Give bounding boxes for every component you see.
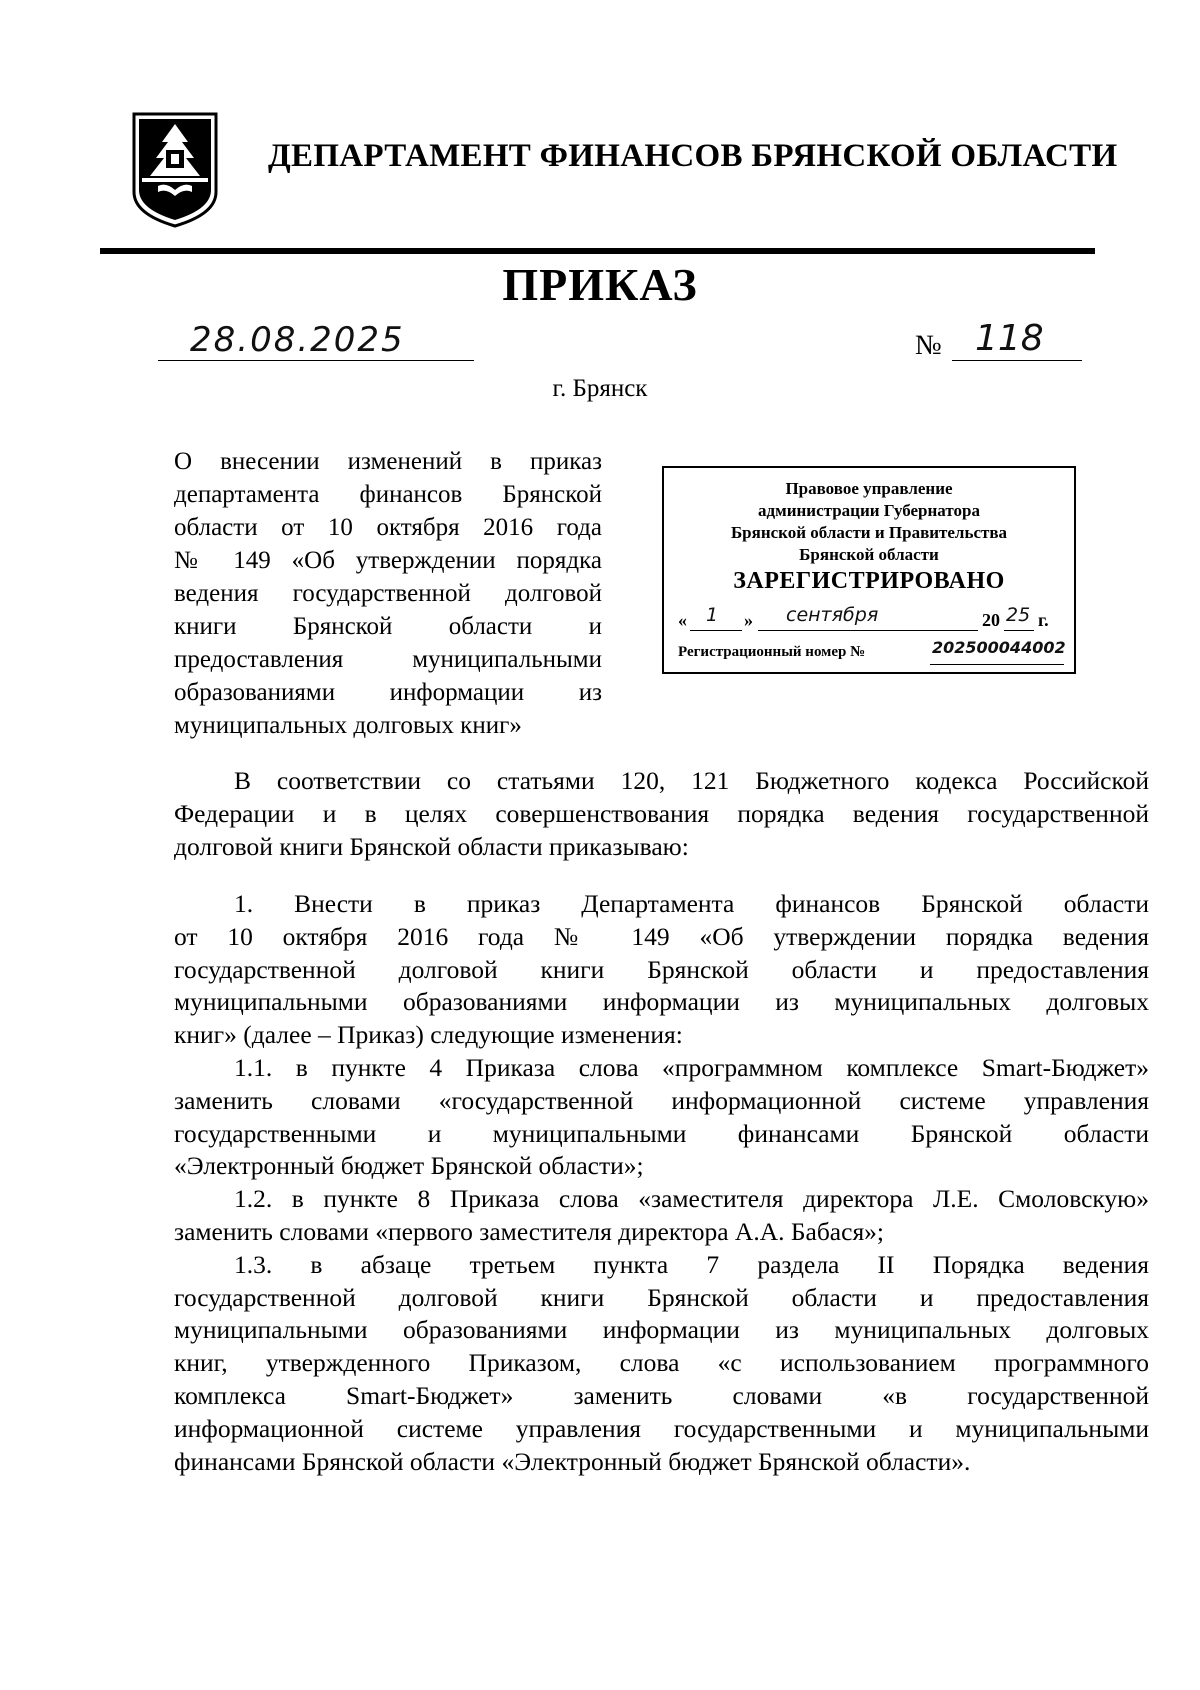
subject-line: предоставления муниципальными <box>174 646 602 673</box>
order-body <box>174 888 1149 1478</box>
coat-of-arms-icon <box>128 110 222 230</box>
body-line: финансами Брянской области «Электронный бюджет Брянской области». <box>174 1446 971 1476</box>
stamp-org-line: Брянской области и Правительства <box>730 523 1008 542</box>
city: г. Брянск <box>552 375 648 402</box>
header-rule <box>100 248 1095 254</box>
stamp-org-line: Брянской области <box>799 545 939 564</box>
subject-line: образованиями информации из <box>174 679 602 706</box>
body-line: от 10 октября 2016 года № 149 «Об утверждении порядка ведения <box>174 921 1149 951</box>
subject-line: О внесении изменений в приказ <box>174 448 602 475</box>
body-line: заменить словами «государственной информационной системе управления <box>174 1085 1149 1115</box>
stamp-reg-number: 202500044002 <box>932 638 1066 657</box>
subject-line: области от 10 октября 2016 года <box>174 514 602 541</box>
stamp-close-quote: » <box>744 610 753 630</box>
body-line: муниципальными образованиями информации из муниципальных долговых <box>174 1315 1149 1345</box>
body-line: 1. Внести в приказ Департамента финансов Брянской области <box>234 889 1149 918</box>
stamp-org-line: Правовое управление <box>785 479 953 498</box>
order-number: 118 <box>975 318 1044 359</box>
body-line: муниципальными образованиями информации из муниципальных долговых <box>174 987 1149 1017</box>
body-line: «Электронный бюджет Брянской области»; <box>174 1151 644 1181</box>
stamp-year-prefix: 20 <box>982 610 1000 630</box>
body-line: 1.3. в абзаце третьем пункта 7 раздела II Порядка ведения <box>234 1249 1149 1279</box>
preamble-line: В соответствии со статьями 120, 121 Бюджетного кодекса Российской <box>234 766 1149 795</box>
body-line: книг, утвержденного Приказом, слова «с использованием программного <box>174 1348 1149 1378</box>
body-line: заменить словами «первого заместителя директора А.А. Бабася»; <box>174 1216 885 1246</box>
order-number-label: № <box>915 330 942 361</box>
stamp-reg-label: Регистрационный номер № <box>678 644 866 660</box>
body-line: государственными и муниципальными финансами Брянской области <box>174 1118 1149 1148</box>
subject-line: книги Брянской области и <box>174 613 602 640</box>
stamp-month: сентября <box>786 604 879 626</box>
preamble <box>174 765 1149 863</box>
subject-line: № 149 «Об утверждении порядка <box>174 547 602 574</box>
stamp-year: 25 <box>1006 604 1031 626</box>
subject-line: муниципальных долговых книг» <box>174 712 522 739</box>
body-line: государственной долговой книги Брянской области и предоставления <box>174 954 1149 984</box>
body-line: государственной долговой книги Брянской области и предоставления <box>174 1282 1149 1312</box>
body-line: информационной системе управления государственными и муниципальными <box>174 1413 1149 1443</box>
order-subject <box>174 445 602 742</box>
stamp-organization <box>664 478 1074 566</box>
stamp-date-line <box>678 604 1068 634</box>
subject-line: ведения государственной долговой <box>174 580 602 607</box>
order-title: ПРИКАЗ <box>502 259 698 310</box>
stamp-day: 1 <box>706 604 719 626</box>
stamp-year-suffix: г. <box>1038 610 1049 630</box>
stamp-reg-number-line <box>678 638 1068 670</box>
registration-stamp <box>662 466 1076 674</box>
stamp-registered: ЗАРЕГИСТРИРОВАНО <box>733 568 1005 594</box>
stamp-open-quote: « <box>678 610 687 630</box>
preamble-line: долговой книги Брянской области приказываю: <box>174 831 689 861</box>
body-line: книг» (далее – Приказ) следующие изменения: <box>174 1020 683 1050</box>
body-line: 1.2. в пункте 8 Приказа слова «заместителя директора Л.Е. Смоловскую» <box>234 1184 1149 1214</box>
order-date: 28.08.2025 <box>190 320 405 360</box>
department-name: ДЕПАРТАМЕНТ ФИНАНСОВ БРЯНСКОЙ ОБЛАСТИ <box>268 138 1118 174</box>
stamp-org-line: администрации Губернатора <box>758 501 980 520</box>
body-line: 1.1. в пункте 4 Приказа слова «программном комплексе Smart-Бюджет» <box>234 1052 1149 1082</box>
preamble-line: Федерации и в целях совершенствования порядка ведения государственной <box>174 798 1149 828</box>
body-line: комплекса Smart-Бюджет» заменить словами «в государственной <box>174 1380 1149 1410</box>
subject-line: департамента финансов Брянской <box>174 481 602 508</box>
